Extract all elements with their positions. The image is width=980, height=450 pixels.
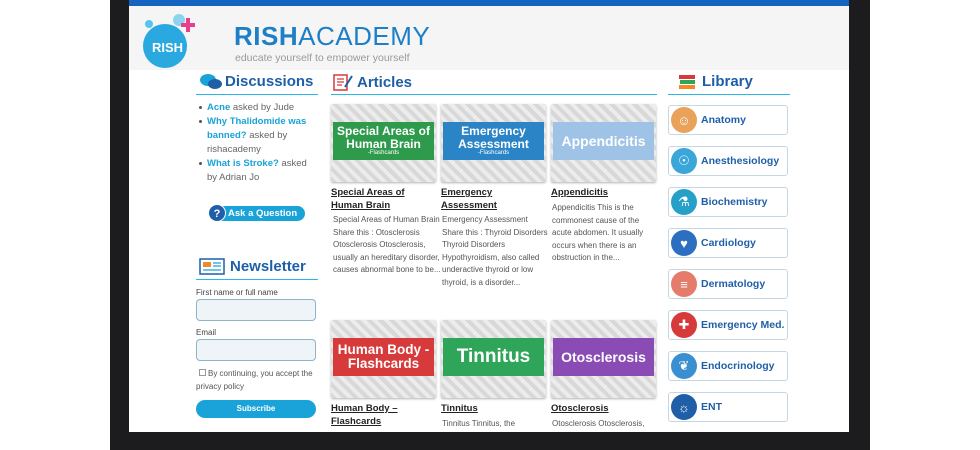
article-banner: Appendicitis — [553, 122, 654, 160]
list-item: Acne asked by Jude — [199, 101, 319, 115]
question-icon: ? — [208, 204, 226, 222]
svg-text:RISH: RISH — [152, 40, 184, 55]
library-item-cardiology[interactable]: ♥ Cardiology — [668, 228, 788, 258]
library-item-ent[interactable]: ☼ ENT — [668, 392, 788, 422]
library-item-endocrinology[interactable]: ❦ Endocrinology — [668, 351, 788, 381]
article-link[interactable]: Tinnitus — [441, 403, 478, 414]
endocrinology-icon: ❦ — [671, 353, 697, 379]
article-thumbnail[interactable] — [441, 104, 546, 182]
anatomy-icon: ☺ — [671, 107, 697, 133]
discussions-list — [199, 101, 319, 185]
article-thumbnail[interactable] — [331, 320, 436, 398]
articles-divider — [331, 94, 657, 95]
article-link[interactable]: Emergency Assessment — [441, 187, 497, 211]
article-link[interactable]: Human Body – Flashcards — [331, 403, 398, 427]
email-field-label: Email — [196, 328, 217, 337]
article-thumbnail[interactable] — [331, 104, 436, 182]
name-field-label: First name or full name — [196, 288, 278, 297]
rish-logo[interactable] — [139, 14, 199, 70]
library-item-emergency[interactable]: ✚ Emergency Med. — [668, 310, 788, 340]
library-item-biochemistry[interactable]: ⚗ Biochemistry — [668, 187, 788, 217]
discussions-title: Discussions — [225, 73, 314, 90]
article-banner: Tinnitus — [443, 338, 544, 376]
newsletter-icon — [199, 258, 225, 275]
newsletter-title: Newsletter — [230, 258, 306, 275]
list-item: What is Stroke? asked by Adrian Jo — [199, 157, 319, 185]
articles-title: Articles — [357, 74, 413, 91]
cardiology-icon: ♥ — [671, 230, 697, 256]
site-header — [129, 6, 849, 70]
ask-question-button[interactable]: ? Ask a Question — [210, 206, 305, 221]
chat-icon — [200, 73, 222, 91]
dermatology-icon: ≡ — [671, 271, 697, 297]
email-field[interactable] — [196, 339, 316, 361]
books-icon — [678, 73, 696, 91]
site-brand[interactable]: RISHACADEMY — [234, 21, 431, 51]
site-tagline: educate yourself to empower yourself — [235, 52, 410, 64]
ent-icon: ☼ — [671, 394, 697, 420]
library-item-dermatology[interactable]: ≡ Dermatology — [668, 269, 788, 299]
article-excerpt: Emergency Assessment Share this : Thyroid Disorders Thyroid Disorders Hypothyroidism, also called underactive thyroid or low thyroid, is a disorder... — [442, 215, 548, 287]
newsletter-divider — [196, 279, 318, 280]
article-link[interactable]: Appendicitis — [551, 187, 609, 198]
name-field[interactable] — [196, 299, 316, 321]
library-divider — [668, 94, 790, 95]
article-excerpt: Otosclerosis Otosclerosis, — [552, 419, 645, 428]
emergency-icon: ✚ — [671, 312, 697, 338]
article-thumbnail[interactable] — [551, 320, 656, 398]
article-banner: Otosclerosis — [553, 338, 654, 376]
discussion-link[interactable]: Acne — [207, 102, 231, 113]
library-item-anesthesiology[interactable]: ☉ Anesthesiology — [668, 146, 788, 176]
list-item: Why Thalidomide was banned? asked by rishacademy — [199, 115, 319, 157]
anesthesiology-icon: ☉ — [671, 148, 697, 174]
consent-text: By continuing, you accept the privacy policy — [196, 369, 313, 391]
article-banner: Special Areas of Human Brain -Flashcards — [333, 122, 434, 160]
article-banner: Human Body -Flashcards — [333, 338, 434, 376]
browser-screen — [129, 0, 849, 432]
article-excerpt: Appendicitis This is the commonest cause of the acute abdomen. It usually occurs when there is an obstruction in the... — [552, 203, 644, 262]
discussion-link[interactable]: What is Stroke? — [207, 158, 279, 169]
discussion-link[interactable]: Why Thalidomide was banned? — [207, 116, 307, 141]
articles-icon — [333, 73, 353, 91]
library-item-anatomy[interactable]: ☺ Anatomy — [668, 105, 788, 135]
article-excerpt: Special Areas of Human Brain Share this : Otosclerosis Otosclerosis Otosclerosis, usually an hereditary disorder, causes abnormal bone to be... — [333, 215, 441, 274]
library-title: Library — [702, 73, 753, 90]
article-excerpt: Tinnitus Tinnitus, the — [442, 419, 516, 428]
article-link[interactable]: Otosclerosis — [551, 403, 609, 414]
subscribe-button[interactable]: Subscribe — [196, 400, 316, 418]
article-thumbnail[interactable] — [441, 320, 546, 398]
biochemistry-icon: ⚗ — [671, 189, 697, 215]
article-thumbnail[interactable] — [551, 104, 656, 182]
article-link[interactable]: Special Areas of Human Brain — [331, 187, 405, 211]
article-banner: Emergency Assessment -Flashcards — [443, 122, 544, 160]
discussions-divider — [196, 94, 318, 95]
